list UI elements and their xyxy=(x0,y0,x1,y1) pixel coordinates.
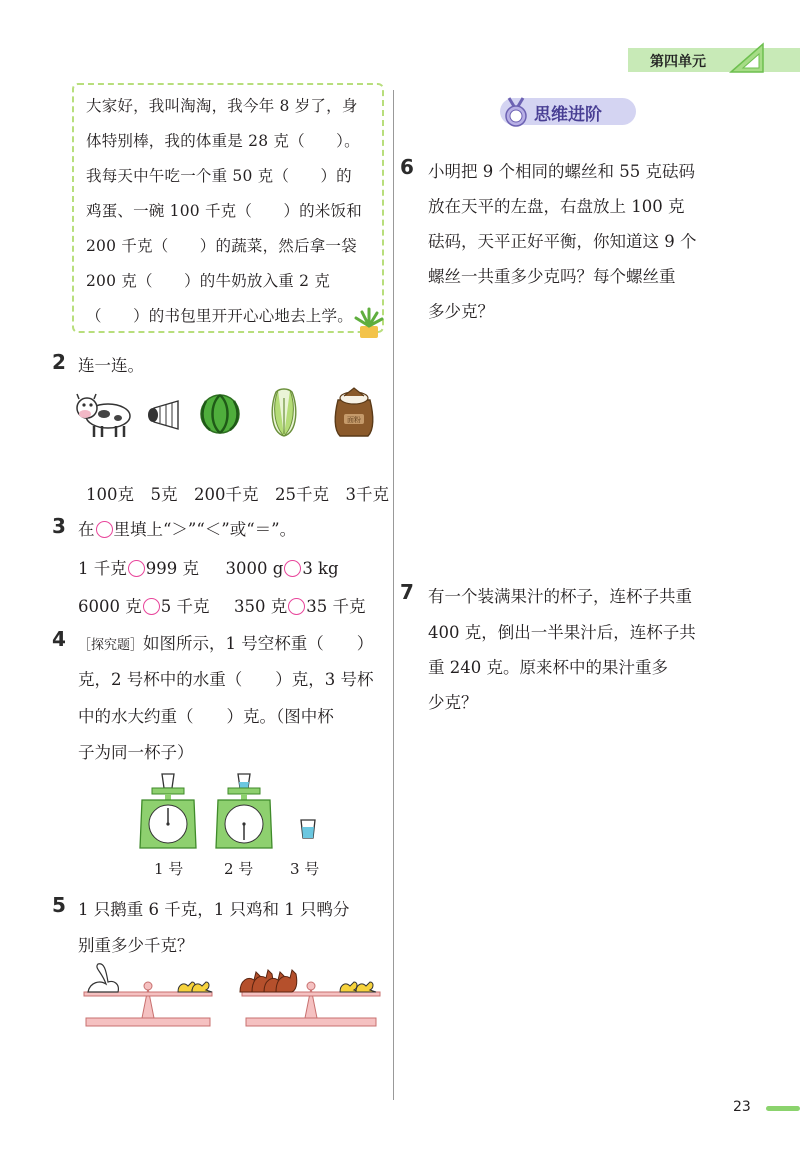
question-line: 少克？ xyxy=(428,693,478,712)
title-pre: 在 xyxy=(78,520,95,539)
compare-blank[interactable] xyxy=(128,560,145,577)
compare-left: 350 克 xyxy=(234,597,288,616)
scale-2-icon xyxy=(214,772,274,850)
compare-left: 1 千克 xyxy=(78,559,127,578)
triangle-ruler-icon xyxy=(727,40,767,74)
flour-bag-label: 面粉 xyxy=(347,416,361,424)
question-line: 多少克？ xyxy=(428,302,494,321)
question-line: 螺丝一共重多少克吗？每个螺丝重 xyxy=(428,267,676,286)
intro-line: 我每天中午吃一个重 50 克（ ）的 xyxy=(86,167,352,185)
cow-icon xyxy=(74,392,134,440)
question-line: 砝码，天平正好平衡，你知道这 9 个 xyxy=(428,232,697,251)
question-title xyxy=(78,516,296,540)
question-number: 2 xyxy=(52,350,66,374)
cup-label: 3 号 xyxy=(290,860,320,878)
question-number: 7 xyxy=(400,580,414,604)
watermelon-icon xyxy=(198,392,242,436)
intro-line: 鸡蛋、一碗 100 千克（ ）的米饭和 xyxy=(86,202,362,220)
medal-icon xyxy=(501,96,531,128)
intro-line: 大家好，我叫淘淘，我今年 8 岁了，身 xyxy=(86,97,358,115)
compare-right: 35 千克 xyxy=(306,597,366,616)
compare-right: 3 kg xyxy=(302,559,339,578)
intro-line: 200 克（ ）的牛奶放入重 2 克 xyxy=(86,272,331,290)
balance-goose-ducks-icon xyxy=(80,962,216,1028)
compare-left: 6000 克 xyxy=(78,597,142,616)
compare-right: 999 克 xyxy=(145,559,199,578)
unit-title: 第四单元 xyxy=(650,54,706,70)
question-number: 4 xyxy=(52,627,66,651)
compare-row xyxy=(78,593,366,617)
question-line: 克，2 号杯中的水重（ ）克，3 号杯 xyxy=(78,670,374,689)
question-text: 如图所示，1 号空杯重（ ） xyxy=(143,634,374,653)
cup-label: 1 号 xyxy=(154,860,184,878)
intro-story-box xyxy=(72,83,384,333)
cabbage-icon xyxy=(266,386,302,438)
question-tag: ［探究题］ xyxy=(78,638,144,653)
question-line: 1 只鹅重 6 千克，1 只鸡和 1 只鸭分 xyxy=(78,900,350,919)
question-line: 别重多少千克？ xyxy=(78,936,194,955)
scale-1-icon xyxy=(138,772,198,850)
compare-right: 5 千克 xyxy=(160,597,210,616)
potted-plant-icon xyxy=(352,306,386,340)
question-line: 中的水大约重（ ）克。（图中杯 xyxy=(78,707,334,726)
question-number: 5 xyxy=(52,893,66,917)
weight-options: 100克 5克 200千克 25千克 3千克 xyxy=(86,485,389,504)
compare-blank[interactable] xyxy=(143,598,160,615)
page-number: 23 xyxy=(733,1099,751,1115)
thinking-title: 思维进阶 xyxy=(534,105,602,125)
question-title: 连一连。 xyxy=(78,356,144,375)
compare-left: 3000 g xyxy=(225,559,284,578)
question-number: 3 xyxy=(52,514,66,538)
compare-blank[interactable] xyxy=(288,598,305,615)
question-line: 重 240 克。原来杯中的果汁重多 xyxy=(428,658,668,677)
column-divider xyxy=(393,90,394,1100)
compare-blank[interactable] xyxy=(284,560,301,577)
question-number: 6 xyxy=(400,155,414,179)
intro-line: 体特别棒，我的体重是 28 克（ ）。 xyxy=(86,132,360,150)
question-line: 子为同一杯子） xyxy=(78,743,194,762)
question-line: 小明把 9 个相同的螺丝和 55 克砝码 xyxy=(428,162,695,181)
intro-line: （ ）的书包里开开心心地去上学。 xyxy=(86,307,353,325)
title-post: 里填上“＞”“＜”或“＝”。 xyxy=(113,520,297,539)
shuttlecock-icon xyxy=(146,398,186,432)
question-line: 400 克，倒出一半果汁后，连杯子共 xyxy=(428,623,696,642)
question-line xyxy=(78,630,373,654)
compare-row xyxy=(78,555,339,579)
balance-chickens-ducks-icon xyxy=(236,962,386,1028)
flour-bag-icon xyxy=(330,386,378,438)
intro-line: 200 千克（ ）的蔬菜，然后拿一袋 xyxy=(86,237,357,255)
question-line: 放在天平的左盘，右盘放上 100 克 xyxy=(428,197,685,216)
cup-3-icon xyxy=(298,818,318,840)
cup-label: 2 号 xyxy=(224,860,254,878)
footer-accent-bar xyxy=(766,1106,800,1111)
question-line: 有一个装满果汁的杯子，连杯子共重 xyxy=(428,587,692,606)
compare-circle-icon xyxy=(96,521,113,538)
